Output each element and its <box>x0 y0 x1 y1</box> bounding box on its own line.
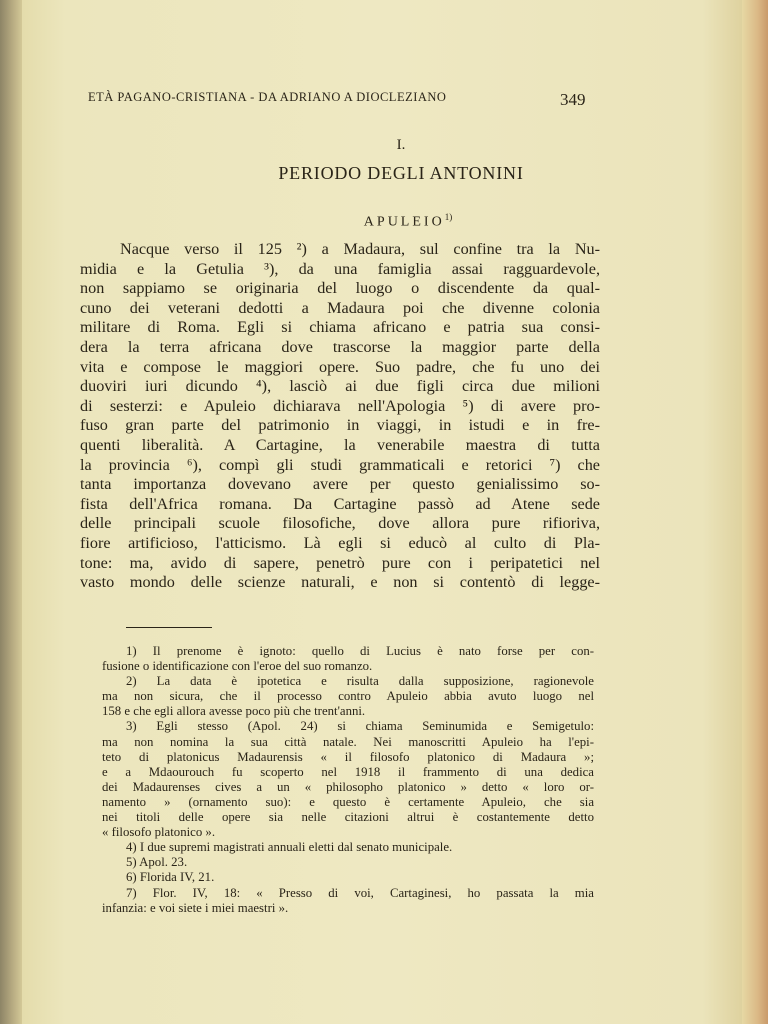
body-line: fiore artificioso, l'atticismo. Là egli si educò al culto di Pla- <box>80 533 600 552</box>
body-line: di sesterzi: e Apuleio dichiarava nell'Apologia ⁵) di avere pro- <box>80 396 600 415</box>
footnote-line: nei titoli delle opere sia nelle citazioni altrui è costantemente detto <box>102 810 594 825</box>
body-line: quenti liberalità. A Cartagine, la venerabile maestra di tutta <box>80 435 600 454</box>
body-line: delle principali scuole filosofiche, dove allora pure rifioriva, <box>80 514 600 533</box>
footnote-line: 158 e che egli allora avesse poco più che trent'anni. <box>102 704 366 719</box>
body-line: militare di Roma. Egli si chiama africano e patria sua consi- <box>80 318 600 337</box>
footnote-line: namento » (ornamento suo): e questo è certamente Apuleio, che sia <box>102 794 594 809</box>
footnote-line: 7) Flor. IV, 18: « Presso di voi, Cartaginesi, ho passata la mia <box>126 885 594 900</box>
footnote-line: 5) Apol. 23. <box>126 855 188 870</box>
footnote-line: 1) Il prenome è ignoto: quello di Lucius è nato forse per con- <box>126 644 594 658</box>
footnote-line: 6) Florida IV, 21. <box>126 870 215 885</box>
footnote-line: fusione o identificazione con l'eroe del suo romanzo. <box>102 659 373 674</box>
page-edge-left <box>0 0 24 1024</box>
body-line: vita e compose le maggiori opere. Suo padre, che fu uno dei <box>80 357 600 376</box>
body-line: la provincia ⁶), compì gli studi grammaticali e retorici ⁷) che <box>80 455 600 474</box>
body-line: vasto mondo delle scienze naturali, e non si contentò di legge- <box>80 573 600 592</box>
author-heading <box>22 212 746 231</box>
author-name: APULEIO <box>363 214 445 230</box>
page-number: 349 <box>560 90 586 109</box>
page-edge-right <box>742 0 768 1024</box>
footnote-line: teto di platonicus Madaurensis « il filosofo platonico di Madaura »; <box>102 749 594 764</box>
body-line: dera la terra africana dove trascorse la maggior parte della <box>80 337 600 356</box>
footnote-line: infanzia: e voi siete i miei maestri ». <box>102 900 289 915</box>
footnote-line: ma non nomina la sua città natale. Nei manoscritti Apuleio ha l'epi- <box>102 734 594 749</box>
body-line: non sappiamo se originaria del luogo o discendente da qual- <box>80 279 600 298</box>
footnote-line: dei Madaurenses cives a un « philosopho platonico » detto « loro or- <box>102 779 594 794</box>
body-line: Nacque verso il 125 ²) a Madaura, sul confine tra la Nu- <box>120 240 600 258</box>
body-line: tanta importanza dovevano avere per questo genialissimo so- <box>80 475 600 494</box>
footnote-rule <box>126 627 212 628</box>
body-line: duoviri iuri dicundo ⁴), lasciò ai due figli circa due milioni <box>80 377 600 396</box>
footnote-line: e a Mdaourouch fu scoperto nel 1918 il frammento di una dedica <box>102 764 594 779</box>
body-line: midia e la Getulia ³), da una famiglia assai ragguardevole, <box>80 259 600 278</box>
footnote-line: « filosofo platonico ». <box>102 825 216 840</box>
chapter-title: PERIODO DEGLI ANTONINI <box>278 163 524 183</box>
body-line: cuno dei veterani dedotti a Madaura poi che divenne colonia <box>80 298 600 317</box>
footnote-line: 2) La data è ipotetica e risulta dalla supposizione, ragionevole <box>126 674 594 689</box>
footnote-line: 4) I due supremi magistrati annuali eletti dal senato municipale. <box>126 840 453 855</box>
running-head: ETÀ PAGANO-CRISTIANA - DA ADRIANO A DIOCLEZIANO <box>88 90 447 104</box>
footnote-line: ma non sicura, che il processo contro Apuleio abbia avuto luogo nel <box>102 689 594 704</box>
section-number: I. <box>396 137 406 153</box>
body-line: tone: ma, avido di sapere, penetrò pure con i peripatetici nel <box>80 553 600 572</box>
author-footnote-ref: 1) <box>444 212 453 222</box>
footnote-line: 3) Egli stesso (Apol. 24) si chiama Seminumida e Semigetulo: <box>126 719 594 734</box>
book-page <box>22 0 746 1024</box>
footnotes <box>102 644 594 916</box>
body-line: fuso gran parte del patrimonio in viaggi, in istudi e in fre- <box>80 416 600 435</box>
body-text <box>80 240 600 593</box>
body-line: fista dell'Africa romana. Da Cartagine passò ad Atene sede <box>80 494 600 513</box>
